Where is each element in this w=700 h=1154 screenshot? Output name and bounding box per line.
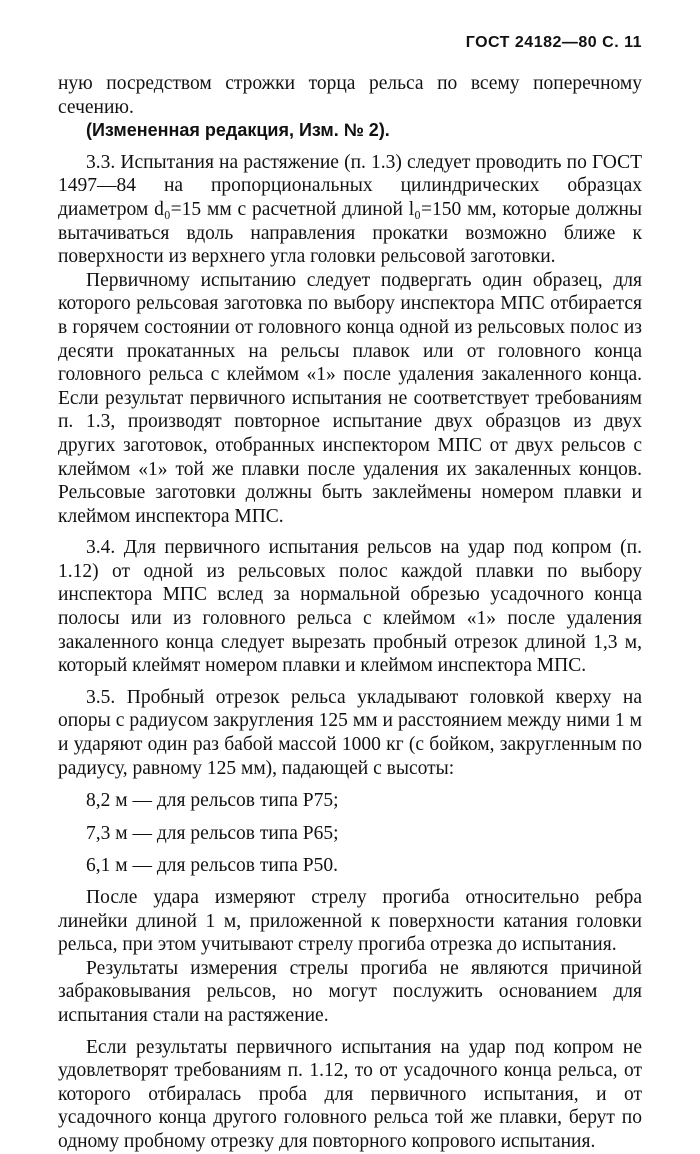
- paragraph-3-3: 3.3. Испытания на растяжение (п. 1.3) следует проводить по ГОСТ 1497—84 на пропорциональных цилиндрических образцах диаметром d₀=15 мм с расчетной длиной l₀=150 мм, которые должны вытачиваться вдоль направления прокатки возможно ближе к поверхности из верхнего угла головки рельсовой заготовки.: [58, 151, 642, 268]
- paragraph-retest: Если результаты первичного испытания на удар под копром не удовлетворят требованиям п. 1.12, то от усадочного конца рельса, от которого отбиралась проба для первичного испытания, и от усадочного конца другого головного рельса той же плавки, берут по одному пробному отрезку для повторного копрового испытания.: [58, 1036, 642, 1152]
- page-header: ГОСТ 24182—80 С. 11: [465, 34, 642, 51]
- paragraph-3-4: 3.4. Для первичного испытания рельсов на удар под копром (п. 1.12) от одной из рельсовых полос каждой плавки по выбору инспектора МПС вслед за нормальной обрезью усадочного конца полосы или из головного рельса с клеймом «1» после удаления закаленного конца следует вырезать пробный отрезок длиной 1,3 м, который клеймят номером плавки и клеймом инспектора МПС.: [58, 537, 642, 677]
- document-body: [58, 72, 642, 1154]
- paragraph-continuation: ную посредством строжки торца рельса по всему поперечному сечению.: [58, 73, 642, 118]
- list-item-r75: 8,2 м — для рельсов типа Р75;: [86, 790, 339, 812]
- paragraph-deflection: После удара измеряют стрелу прогиба относительно ребра линейки длиной 1 м, приложенной к поверхности катания головки рельса, при этом учитывают стрелу прогиба отрезка до испытания.: [58, 887, 642, 956]
- paragraph-primary-test: Первичному испытанию следует подвергать один образец, для которого рельсовая заготовка по выбору инспектора МПС отбирается в горячем состоянии от головного конца одной из рельсовых полос из десяти прокатанных на рельсы плавок или от головного конца головного рельса с клеймом «1» после удаления закаленного конца. Если результат первичного испытания не соответствует требованиям п. 1.3, производят повторное испытание двух образцов из двух других заготовок, отобранных инспектором МПС от двух рельсов с клеймом «1» той же плавки после удаления их закаленных концов. Рельсовые заготовки должны быть заклеймены номером плавки и клеймом инспектора МПС.: [58, 269, 642, 527]
- amendment-note: (Измененная редакция, Изм. № 2).: [86, 120, 390, 141]
- paragraph-3-5: 3.5. Пробный отрезок рельса укладывают головкой кверху на опоры с радиусом закругления 125 мм и расстоянием между ними 1 м и ударяют один раз бабой массой 1000 кг (с бойком, закругленным по радиусу, равному 125 мм), падающей с высоты:: [58, 686, 642, 779]
- list-item-r65: 7,3 м — для рельсов типа Р65;: [86, 822, 339, 844]
- paragraph-results: Результаты измерения стрелы прогиба не являются причиной забраковывания рельсов, но могут послужить основанием для испытания стали на растяжение.: [58, 957, 642, 1026]
- list-item-r50: 6,1 м — для рельсов типа Р50.: [86, 855, 338, 877]
